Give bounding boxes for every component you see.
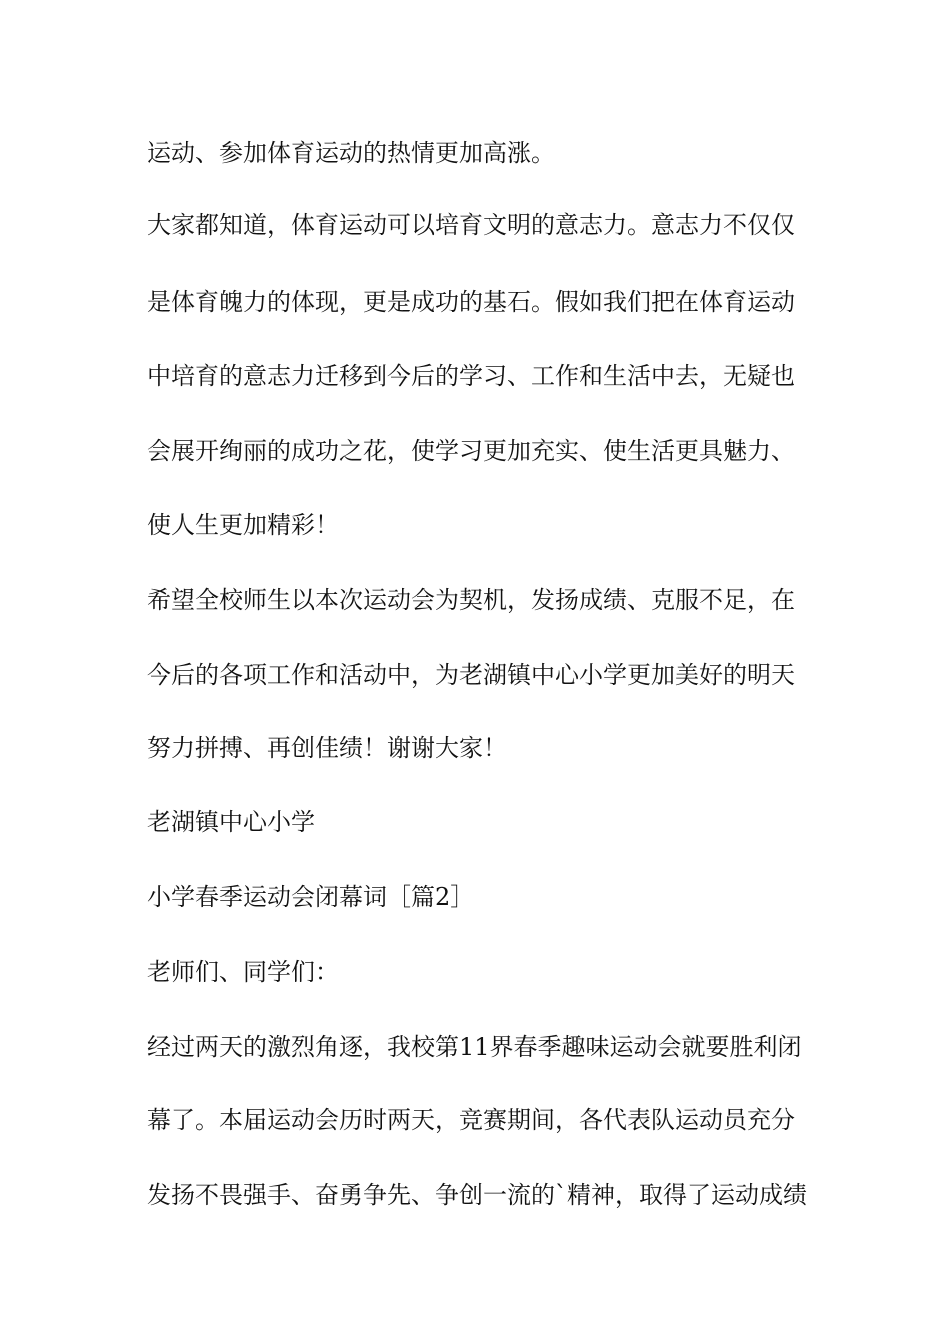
section-heading: 小学春季运动会闭幕词［篇2］ [147, 883, 475, 911]
paragraph-line: 经过两天的激烈角逐，我校第11界春季趣味运动会就要胜利闭 [147, 1033, 802, 1061]
paragraph-line: 会展开绚丽的成功之花，使学习更加充实、使生活更具魅力、 [147, 437, 795, 465]
paragraph-line: 运动、参加体育运动的热情更加高涨。 [147, 139, 555, 167]
paragraph-line: 希望全校师生以本次运动会为契机，发扬成绩、克服不足，在 [147, 586, 795, 614]
paragraph-line: 使人生更加精彩！ [147, 511, 339, 539]
salutation-line: 老师们、同学们： [147, 958, 339, 986]
paragraph-line: 今后的各项工作和活动中，为老湖镇中心小学更加美好的明天 [147, 661, 795, 689]
paragraph-line: 是体育魄力的体现，更是成功的基石。假如我们把在体育运动 [147, 288, 795, 316]
paragraph-line: 努力拼搏、再创佳绩！谢谢大家！ [147, 734, 507, 762]
paragraph-line: 发扬不畏强手、奋勇争先、争创一流的`精神，取得了运动成绩 [147, 1181, 807, 1209]
signature-line: 老湖镇中心小学 [147, 808, 315, 836]
paragraph-line: 幕了。本届运动会历时两天，竞赛期间，各代表队运动员充分 [147, 1106, 795, 1134]
paragraph-line: 大家都知道，体育运动可以培育文明的意志力。意志力不仅仅 [147, 211, 795, 239]
paragraph-line: 中培育的意志力迁移到今后的学习、工作和生活中去，无疑也 [147, 362, 795, 390]
